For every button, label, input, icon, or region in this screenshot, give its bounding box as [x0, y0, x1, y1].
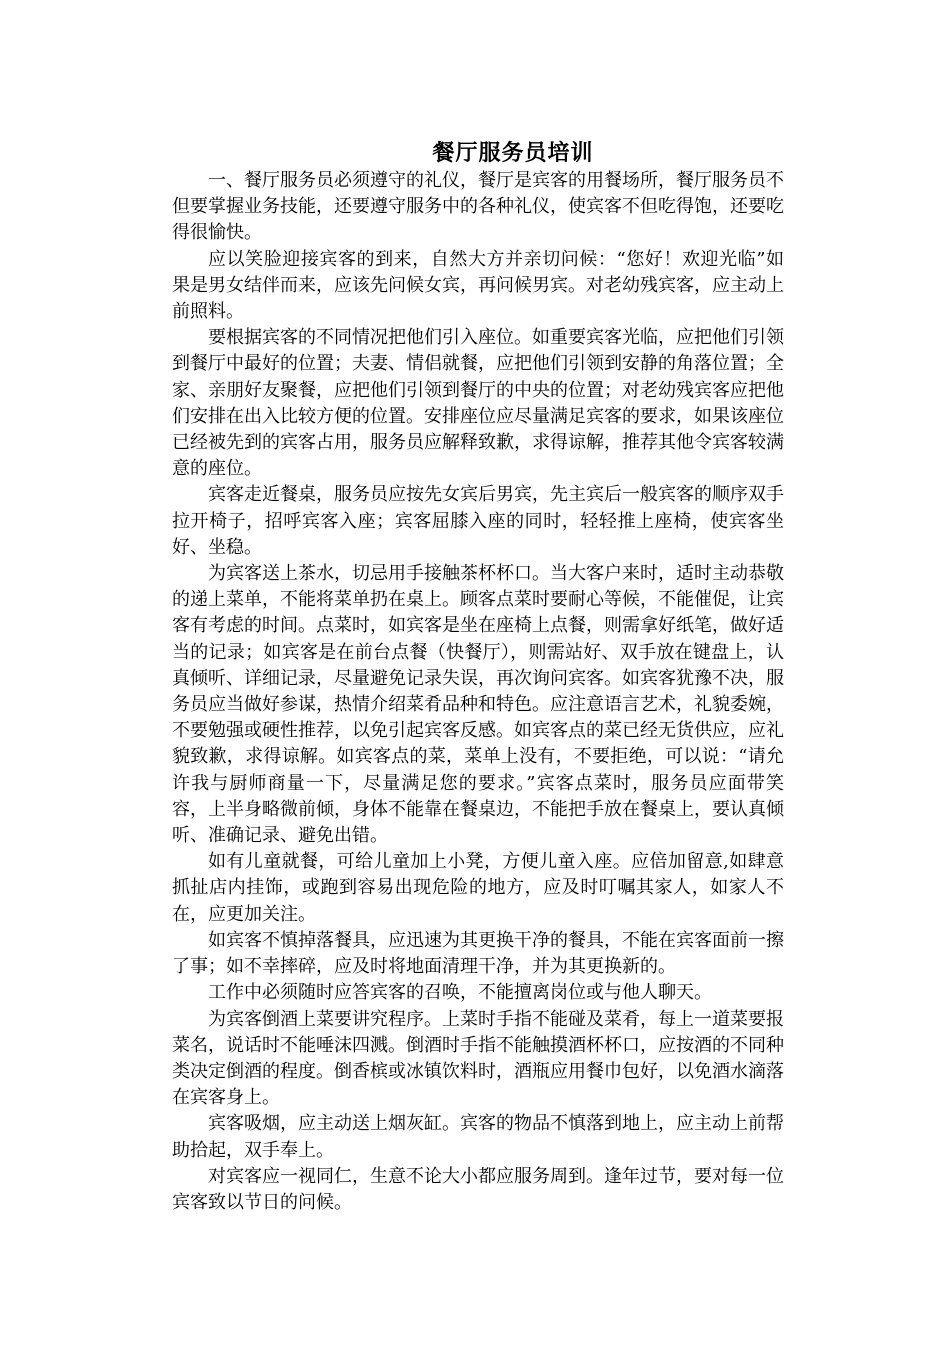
paragraph: 如宾客不慎掉落餐具，应迅速为其更换干净的餐具，不能在宾客面前一擦了事；如不幸摔碎，应及时将地面清理干净，并为其更换新的。 [172, 929, 784, 978]
paragraph: 要根据宾客的不同情况把他们引入座位。如重要宾客光临，应把他们引领到餐厅中最好的位置；夫妻、情侣就餐，应把他们引领到安静的角落位置；全家、亲朋好友聚餐，应把他们引领到餐厅的中央的位置；对老幼残宾客应把他们安排在出入比较方便的位置。安排座位应尽量满足宾客的要求，如果该座位已经被先到的宾客占用，服务员应解释致歉，求得谅解，推荐其他令宾客较满意的座位。 [172, 327, 784, 480]
paragraph: 对宾客应一视同仁，生意不论大小都应服务周到。逢年过节，要对每一位宾客致以节日的问候。 [172, 1165, 784, 1213]
document-title: 餐厅服务员培训 [432, 140, 594, 166]
paragraph: 一、餐厅服务员必须遵守的礼仪，餐厅是宾客的用餐场所，餐厅服务员不但要掌握业务技能，还要遵守服务中的各种礼仪，使宾客不但吃得饱，还要吃得很愉快。 [172, 170, 784, 244]
paragraph: 宾客走近餐桌，服务员应按先女宾后男宾，先主宾后一般宾客的顺序双手拉开椅子，招呼宾客入座；宾客屈膝入座的同时，轻轻推上座椅，使宾客坐好、坐稳。 [172, 484, 784, 558]
paragraph: 如有儿童就餐，可给儿童加上小凳，方便儿童入座。应倍加留意,如肆意抓扯店内挂饰，或跑到容易出现危险的地方，应及时叮嘱其家人，如家人不在，应更加关注。 [172, 851, 784, 925]
paragraph: 为宾客倒酒上菜要讲究程序。上菜时手指不能碰及菜肴，每上一道菜要报菜名，说话时不能唾沫四溅。倒酒时手指不能触摸酒杯杯口，应按酒的不同种类决定倒酒的程度。倒香槟或冰镇饮料时，酒瓶应用餐巾包好，以免酒水滴落在宾客身上。 [172, 1008, 784, 1109]
document-page [172, 138, 784, 1216]
paragraph: 应以笑脸迎接宾客的到来，自然大方并亲切问候：“您好！欢迎光临”如果是男女结伴而来，应该先问候女宾，再问候男宾。对老幼残宾客，应主动上前照料。 [172, 248, 784, 323]
paragraph: 为宾客送上茶水，切忌用手接触茶杯杯口。当大客户来时，适时主动恭敬的递上菜单，不能将菜单扔在桌上。顾客点菜时要耐心等候，不能催促，让宾客有考虑的时间。点菜时，如宾客是坐在座椅上点餐，则需拿好纸笔，做好适当的记录；如宾客是在前台点餐（快餐厅），则需站好、双手放在键盘上，认真倾听、详细记录，尽量避免记录失误，再次询问宾客。如宾客犹豫不决，服务员应当做好参谋，热情介绍菜肴品种和特色。应注意语言艺术，礼貌委婉，不要勉强或硬性推荐，以免引起宾客反感。如宾客点的菜已经无货供应，应礼貌致歉，求得谅解。如宾客点的菜，菜单上没有，不要拒绝，可以说：“请允许我与厨师商量一下，尽量满足您的要求。”宾客点菜时，服务员应面带笑容，上半身略微前倾，身体不能靠在餐桌边，不能把手放在餐桌上，要认真倾听、准确记录、避免出错。 [172, 563, 784, 847]
paragraph: 工作中必须随时应答宾客的召唤，不能擅离岗位或与他人聊天。 [208, 982, 712, 1004]
paragraph: 宾客吸烟，应主动送上烟灰缸。宾客的物品不慎落到地上，应主动上前帮助拾起，双手奉上。 [172, 1113, 784, 1161]
